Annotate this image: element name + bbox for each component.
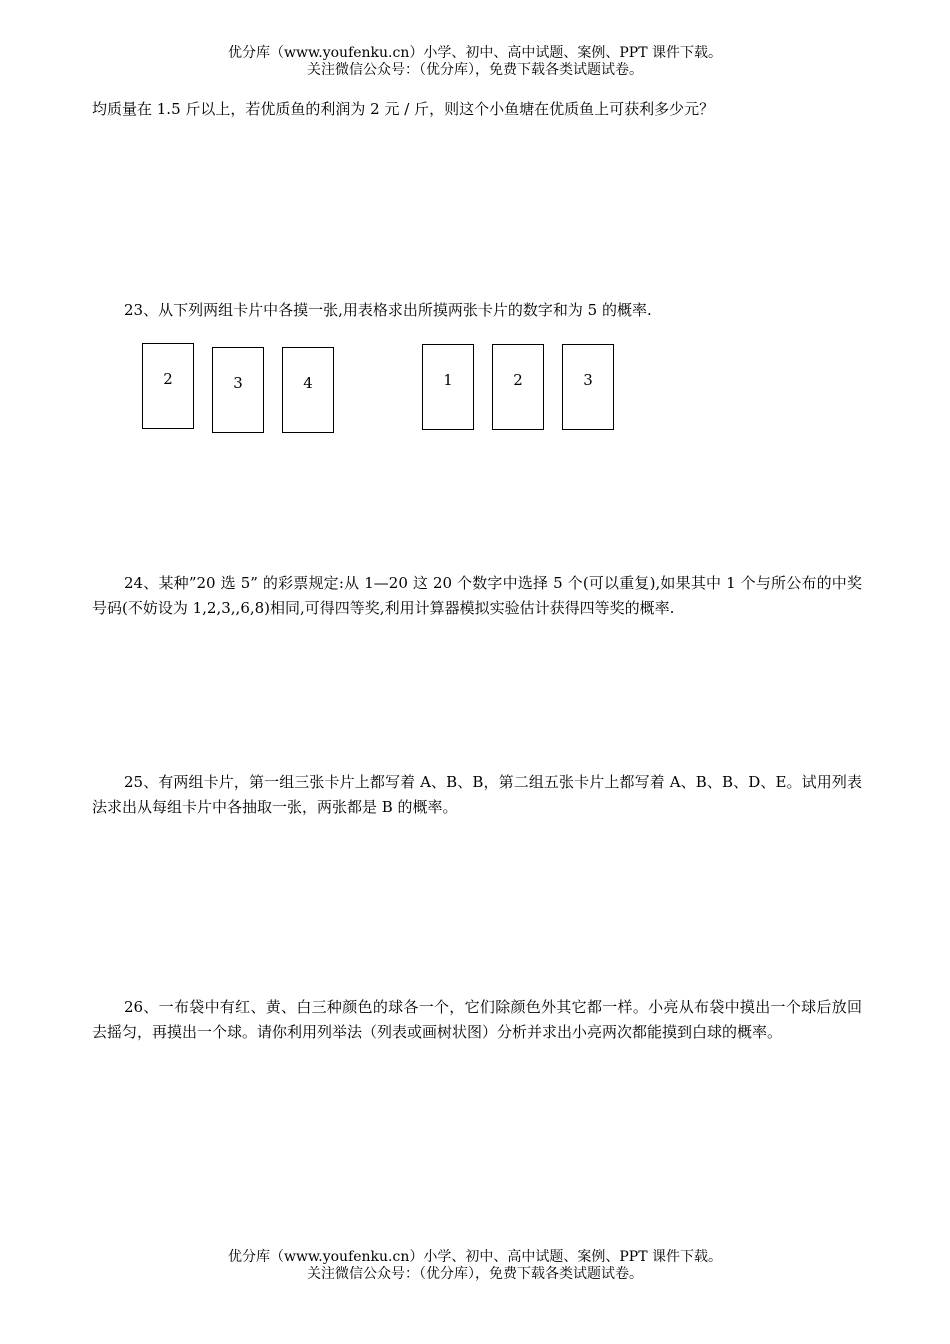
- card-group2-2: [492, 344, 544, 430]
- question-26: 26、一布袋中有红、黄、白三种颜色的球各一个，它们除颜色外其它都一样。小亮从布袋中摸出一个球后放回去摇匀，再摸出一个球。请你利用列举法（列表或画树状图）分析并求出小亮两次都能摸到白球的概率。: [92, 998, 862, 1041]
- card-number: 1: [443, 371, 453, 389]
- card-group2-3: [562, 344, 614, 430]
- card-number: 2: [163, 370, 173, 388]
- question-24: 24、某种”20 选 5” 的彩票规定:从 1—20 这 20 个数字中选择 5 个(可以重复),如果其中 1 个与所公布的中奖号码(不妨设为 1,2,3,,6,8)相同,可得四等奖,利用计算器模拟实验估计获得四等奖的概率.: [92, 574, 862, 617]
- header-line-1: 优分库（www.youfenku.cn）小学、初中、高中试题、案例、PPT 课件下载。: [227, 45, 722, 61]
- card-number: 4: [303, 374, 313, 392]
- card-number: 3: [583, 371, 593, 389]
- header-line-2: 关注微信公众号：（优分库），免费下载各类试题试卷。: [307, 62, 643, 78]
- question-23: 23、从下列两组卡片中各摸一张,用表格求出所摸两张卡片的数字和为 5 的概率.: [124, 301, 652, 319]
- page-footer: [0, 1249, 950, 1283]
- card-group1-2: [212, 347, 264, 433]
- card-group2-1: [422, 344, 474, 430]
- page-header: [0, 45, 950, 79]
- card-group1-1: [142, 343, 194, 429]
- footer-line-1: 优分库（www.youfenku.cn）小学、初中、高中试题、案例、PPT 课件下载。: [227, 1249, 722, 1265]
- footer-line-2: 关注微信公众号：（优分库），免费下载各类试题试卷。: [307, 1266, 643, 1282]
- question-22-continuation: 均质量在 1.5 斤以上，若优质鱼的利润为 2 元 / 斤，则这个小鱼塘在优质鱼上可获利多少元？: [92, 100, 715, 118]
- question-25: 25、有两组卡片，第一组三张卡片上都写着 A、B、B，第二组五张卡片上都写着 A、B、B、D、E。试用列表法求出从每组卡片中各抽取一张，两张都是 B 的概率。: [92, 773, 862, 816]
- card-number: 2: [513, 371, 523, 389]
- card-number: 3: [233, 374, 243, 392]
- card-group1-3: [282, 347, 334, 433]
